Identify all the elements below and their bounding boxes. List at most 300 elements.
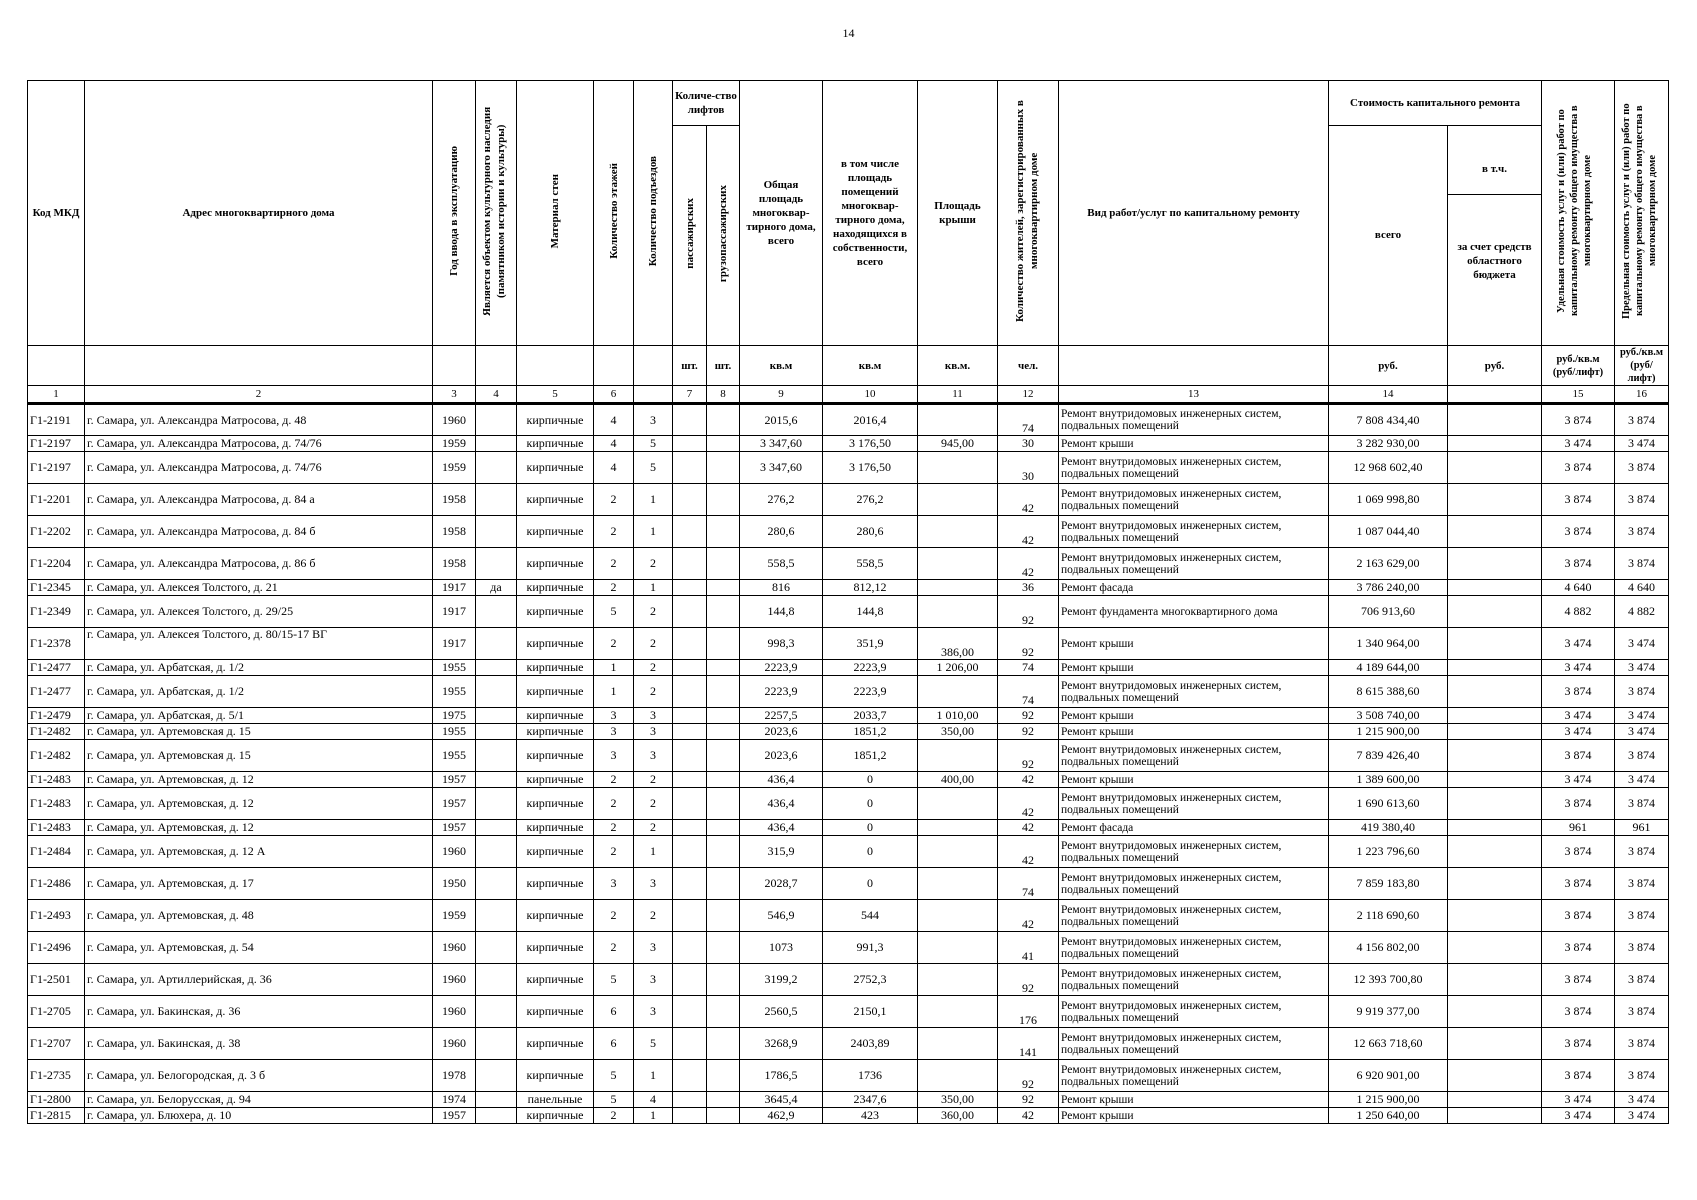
header-roof-area: Площадь крыши xyxy=(918,81,998,346)
cell-unit-cost: 3 874 xyxy=(1542,788,1615,820)
cell-cost-total: 12 968 602,40 xyxy=(1329,452,1448,484)
cell-work-type: Ремонт внутридомовых инженерных систем, подвальных помещений xyxy=(1059,996,1329,1028)
cell-total-area: 436,4 xyxy=(740,788,823,820)
cell-cost-total: 419 380,40 xyxy=(1329,820,1448,836)
cell-year: 1960 xyxy=(433,932,476,964)
cell-walls: кирпичные xyxy=(517,708,594,724)
cell-walls: кирпичные xyxy=(517,1108,594,1124)
table-row xyxy=(28,516,1669,548)
header-cost: Стоимость капитального ремонта xyxy=(1329,81,1542,126)
cell-total-area: 436,4 xyxy=(740,820,823,836)
cell-cost-regional xyxy=(1448,996,1542,1028)
cell-lifts-cargo xyxy=(707,676,740,708)
cell-heritage xyxy=(476,436,517,452)
cell-cost-total: 2 163 629,00 xyxy=(1329,548,1448,580)
cell-walls: кирпичные xyxy=(517,404,594,436)
table-row xyxy=(28,964,1669,996)
cell-address: г. Самара, ул. Артиллерийская, д. 36 xyxy=(85,964,433,996)
cell-max-cost: 3 874 xyxy=(1615,900,1669,932)
cell-entrances: 5 xyxy=(634,452,673,484)
cell-unit-cost: 3 874 xyxy=(1542,404,1615,436)
header-cost-regional: за счет средств областного бюджета xyxy=(1457,240,1532,281)
cell-heritage xyxy=(476,900,517,932)
cell-floors: 2 xyxy=(594,484,634,516)
cell-address: г. Самара, ул. Александра Матросова, д. 86 б xyxy=(85,548,433,580)
cell-total-area: 2023,6 xyxy=(740,724,823,740)
cell-roof-area: 945,00 xyxy=(918,436,998,452)
cell-floors: 2 xyxy=(594,580,634,596)
cell-entrances: 2 xyxy=(634,660,673,676)
cell-floors: 2 xyxy=(594,932,634,964)
cell-cost-regional xyxy=(1448,516,1542,548)
cell-walls: кирпичные xyxy=(517,628,594,660)
column-number xyxy=(634,386,673,404)
cell-year: 1978 xyxy=(433,1060,476,1092)
cell-cost-regional xyxy=(1448,596,1542,628)
cell-owned-area: 0 xyxy=(823,836,918,868)
cell-residents: 92 xyxy=(998,708,1059,724)
cell-cost-regional xyxy=(1448,740,1542,772)
table-row xyxy=(28,484,1669,516)
cell-roof-area xyxy=(918,596,998,628)
cell-lifts-passenger xyxy=(673,996,707,1028)
cell-owned-area: 991,3 xyxy=(823,932,918,964)
cell-heritage xyxy=(476,788,517,820)
cell-total-area: 2015,6 xyxy=(740,404,823,436)
cell-address: г. Самара, ул. Артемовская, д. 12 А xyxy=(85,836,433,868)
cell-lifts-cargo xyxy=(707,868,740,900)
cell-address: г. Самара, ул. Артемовская, д. 48 xyxy=(85,900,433,932)
cell-heritage: да xyxy=(476,580,517,596)
cell-work-type: Ремонт крыши xyxy=(1059,436,1329,452)
cell-max-cost: 3 874 xyxy=(1615,452,1669,484)
unit-people: чел. xyxy=(998,346,1059,386)
cell-lifts-cargo xyxy=(707,484,740,516)
cell-address: г. Самара, ул. Арбатская, д. 5/1 xyxy=(85,708,433,724)
cell-total-area: 3 347,60 xyxy=(740,436,823,452)
table-row xyxy=(28,1092,1669,1108)
cell-owned-area: 2150,1 xyxy=(823,996,918,1028)
header-cost-incl: в т.ч. xyxy=(1448,144,1541,195)
cell-lifts-cargo xyxy=(707,1108,740,1124)
cell-unit-cost: 4 640 xyxy=(1542,580,1615,596)
cell-entrances: 2 xyxy=(634,788,673,820)
cell-unit-cost: 3 474 xyxy=(1542,1092,1615,1108)
cell-code: Г1-2501 xyxy=(28,964,85,996)
cell-lifts-cargo xyxy=(707,772,740,788)
cell-entrances: 3 xyxy=(634,964,673,996)
cell-residents: 42 xyxy=(998,788,1059,820)
cell-heritage xyxy=(476,660,517,676)
table-row xyxy=(28,788,1669,820)
cell-roof-area xyxy=(918,900,998,932)
cell-total-area: 276,2 xyxy=(740,484,823,516)
cell-max-cost: 3 474 xyxy=(1615,628,1669,660)
cell-lifts-passenger xyxy=(673,788,707,820)
cell-lifts-cargo xyxy=(707,900,740,932)
cell-residents: 74 xyxy=(998,660,1059,676)
cell-address: г. Самара, ул. Белогородская, д. 3 б xyxy=(85,1060,433,1092)
cell-heritage xyxy=(476,1092,517,1108)
cell-heritage xyxy=(476,548,517,580)
cell-cost-regional xyxy=(1448,868,1542,900)
cell-owned-area: 1736 xyxy=(823,1060,918,1092)
cell-lifts-cargo xyxy=(707,1092,740,1108)
cell-unit-cost: 3 474 xyxy=(1542,1108,1615,1124)
cell-work-type: Ремонт внутридомовых инженерных систем, подвальных помещений xyxy=(1059,516,1329,548)
cell-owned-area: 0 xyxy=(823,772,918,788)
cell-work-type: Ремонт внутридомовых инженерных систем, подвальных помещений xyxy=(1059,868,1329,900)
column-number: 4 xyxy=(476,386,517,404)
cell-cost-total: 1 340 964,00 xyxy=(1329,628,1448,660)
cell-unit-cost: 3 474 xyxy=(1542,628,1615,660)
unit-per-sqm: руб./кв.м (руб/лифт) xyxy=(1615,346,1669,386)
cell-address: г. Самара, ул. Александра Матросова, д. 84 а xyxy=(85,484,433,516)
cell-entrances: 3 xyxy=(634,404,673,436)
cell-floors: 2 xyxy=(594,1108,634,1124)
cell-floors: 6 xyxy=(594,1028,634,1060)
cell-floors: 5 xyxy=(594,596,634,628)
cell-total-area: 558,5 xyxy=(740,548,823,580)
column-numbers-row xyxy=(28,386,1669,404)
page-number: 14 xyxy=(842,26,855,40)
cell-residents: 42 xyxy=(998,484,1059,516)
table-row xyxy=(28,1028,1669,1060)
cell-unit-cost: 3 874 xyxy=(1542,996,1615,1028)
column-number: 10 xyxy=(823,386,918,404)
cell-heritage xyxy=(476,404,517,436)
cell-code: Г1-2345 xyxy=(28,580,85,596)
cell-max-cost: 4 882 xyxy=(1615,596,1669,628)
cell-cost-regional xyxy=(1448,708,1542,724)
cell-max-cost: 3 874 xyxy=(1615,516,1669,548)
cell-total-area: 2223,9 xyxy=(740,676,823,708)
cell-cost-total: 4 189 644,00 xyxy=(1329,660,1448,676)
cell-walls: панельные xyxy=(517,1092,594,1108)
cell-work-type: Ремонт внутридомовых инженерных систем, подвальных помещений xyxy=(1059,452,1329,484)
table-row xyxy=(28,1108,1669,1124)
table-body xyxy=(28,404,1669,1124)
cell-work-type: Ремонт внутридомовых инженерных систем, подвальных помещений xyxy=(1059,740,1329,772)
cell-walls: кирпичные xyxy=(517,996,594,1028)
cell-residents: 41 xyxy=(998,932,1059,964)
cell-cost-total: 12 393 700,80 xyxy=(1329,964,1448,996)
cell-roof-area xyxy=(918,548,998,580)
cell-address: г. Самара, ул. Артемовская, д. 54 xyxy=(85,932,433,964)
cell-year: 1958 xyxy=(433,548,476,580)
cell-roof-area xyxy=(918,932,998,964)
cell-lifts-passenger xyxy=(673,628,707,660)
table-row xyxy=(28,452,1669,484)
table-row xyxy=(28,836,1669,868)
cell-total-area: 546,9 xyxy=(740,900,823,932)
header-lifts-cargo: грузопассажирских xyxy=(707,125,740,345)
cell-floors: 2 xyxy=(594,820,634,836)
column-number: 3 xyxy=(433,386,476,404)
header-total-area: Общая площадь многоквар-тирного дома, всего xyxy=(740,81,823,346)
cell-total-area: 2560,5 xyxy=(740,996,823,1028)
cell-entrances: 3 xyxy=(634,996,673,1028)
table-row xyxy=(28,1060,1669,1092)
cell-cost-regional xyxy=(1448,484,1542,516)
cell-lifts-cargo xyxy=(707,516,740,548)
cell-residents: 141 xyxy=(998,1028,1059,1060)
unit-area: кв.м xyxy=(823,346,918,386)
cell-floors: 3 xyxy=(594,724,634,740)
cell-lifts-passenger xyxy=(673,580,707,596)
cell-cost-regional xyxy=(1448,772,1542,788)
column-number: 11 xyxy=(918,386,998,404)
cell-work-type: Ремонт внутридомовых инженерных систем, подвальных помещений xyxy=(1059,676,1329,708)
cell-lifts-cargo xyxy=(707,436,740,452)
cell-total-area: 2223,9 xyxy=(740,660,823,676)
cell-lifts-passenger xyxy=(673,436,707,452)
table-row xyxy=(28,996,1669,1028)
cell-cost-regional xyxy=(1448,1060,1542,1092)
cell-work-type: Ремонт внутридомовых инженерных систем, подвальных помещений xyxy=(1059,484,1329,516)
cell-address: г. Самара, ул. Александра Матросова, д. 84 б xyxy=(85,516,433,548)
cell-cost-regional xyxy=(1448,1108,1542,1124)
cell-walls: кирпичные xyxy=(517,1060,594,1092)
cell-entrances: 5 xyxy=(634,1028,673,1060)
cell-lifts-passenger xyxy=(673,820,707,836)
cell-floors: 2 xyxy=(594,548,634,580)
unit-pcs: шт. xyxy=(673,346,707,386)
cell-address: г. Самара, ул. Арбатская, д. 1/2 xyxy=(85,660,433,676)
cell-max-cost: 3 874 xyxy=(1615,1060,1669,1092)
header-floors: Количество этажей xyxy=(594,81,634,346)
cell-walls: кирпичные xyxy=(517,676,594,708)
column-number: 15 xyxy=(1542,386,1615,404)
cell-cost-regional xyxy=(1448,404,1542,436)
cell-address: г. Самара, ул. Артемовская д. 15 xyxy=(85,740,433,772)
cell-owned-area: 544 xyxy=(823,900,918,932)
cell-address: г. Самара, ул. Алексея Толстого, д. 21 xyxy=(85,580,433,596)
cell-entrances: 2 xyxy=(634,820,673,836)
cell-address: г. Самара, ул. Александра Матросова, д. 48 xyxy=(85,404,433,436)
column-number: 5 xyxy=(517,386,594,404)
cell-lifts-cargo xyxy=(707,452,740,484)
cell-year: 1950 xyxy=(433,868,476,900)
cell-floors: 1 xyxy=(594,676,634,708)
cell-walls: кирпичные xyxy=(517,452,594,484)
cell-code: Г1-2477 xyxy=(28,660,85,676)
header-cost-incl-cell xyxy=(1448,125,1542,345)
cell-lifts-cargo xyxy=(707,788,740,820)
table-row xyxy=(28,548,1669,580)
cell-heritage xyxy=(476,836,517,868)
cell-max-cost: 3 474 xyxy=(1615,708,1669,724)
cell-floors: 2 xyxy=(594,788,634,820)
cell-unit-cost: 3 874 xyxy=(1542,964,1615,996)
cell-floors: 2 xyxy=(594,516,634,548)
cell-year: 1957 xyxy=(433,772,476,788)
cell-residents: 42 xyxy=(998,836,1059,868)
cell-max-cost: 3 874 xyxy=(1615,1028,1669,1060)
cell-lifts-passenger xyxy=(673,548,707,580)
header-code: Код МКД xyxy=(28,81,85,346)
unit-per-sqm: руб./кв.м (руб/лифт) xyxy=(1542,346,1615,386)
cell-walls: кирпичные xyxy=(517,788,594,820)
cell-lifts-passenger xyxy=(673,676,707,708)
cell-cost-regional xyxy=(1448,548,1542,580)
cell-roof-area xyxy=(918,516,998,548)
cell-lifts-cargo xyxy=(707,660,740,676)
cell-roof-area: 350,00 xyxy=(918,1092,998,1108)
cell-heritage xyxy=(476,1028,517,1060)
cell-work-type: Ремонт внутридомовых инженерных систем, подвальных помещений xyxy=(1059,1028,1329,1060)
cell-floors: 5 xyxy=(594,964,634,996)
cell-max-cost: 3 874 xyxy=(1615,868,1669,900)
cell-entrances: 3 xyxy=(634,868,673,900)
cell-work-type: Ремонт крыши xyxy=(1059,1092,1329,1108)
cell-roof-area: 1 010,00 xyxy=(918,708,998,724)
cell-heritage xyxy=(476,628,517,660)
cell-walls: кирпичные xyxy=(517,436,594,452)
cell-roof-area: 386,00 xyxy=(918,628,998,660)
cell-work-type: Ремонт внутридомовых инженерных систем, подвальных помещений xyxy=(1059,404,1329,436)
cell-work-type: Ремонт крыши xyxy=(1059,708,1329,724)
cell-walls: кирпичные xyxy=(517,820,594,836)
cell-code: Г1-2378 xyxy=(28,628,85,660)
cell-owned-area: 1851,2 xyxy=(823,740,918,772)
cell-owned-area: 2403,89 xyxy=(823,1028,918,1060)
cell-code: Г1-2482 xyxy=(28,724,85,740)
cell-entrances: 1 xyxy=(634,1108,673,1124)
cell-residents: 92 xyxy=(998,724,1059,740)
cell-heritage xyxy=(476,724,517,740)
cell-year: 1957 xyxy=(433,1108,476,1124)
cell-heritage xyxy=(476,932,517,964)
cell-entrances: 2 xyxy=(634,900,673,932)
cell-owned-area: 2347,6 xyxy=(823,1092,918,1108)
cell-roof-area xyxy=(918,868,998,900)
cell-owned-area: 2016,4 xyxy=(823,404,918,436)
cell-walls: кирпичные xyxy=(517,900,594,932)
cell-lifts-cargo xyxy=(707,404,740,436)
header-entrances: Количество подъездов xyxy=(634,81,673,346)
cell-roof-area xyxy=(918,836,998,868)
cell-residents: 74 xyxy=(998,868,1059,900)
cell-max-cost: 3 874 xyxy=(1615,788,1669,820)
cell-year: 1960 xyxy=(433,836,476,868)
cell-year: 1955 xyxy=(433,660,476,676)
cell-cost-total: 1 223 796,60 xyxy=(1329,836,1448,868)
cell-roof-area xyxy=(918,676,998,708)
cell-cost-total: 3 282 930,00 xyxy=(1329,436,1448,452)
header-units-row xyxy=(28,346,1669,386)
cell-lifts-passenger xyxy=(673,724,707,740)
cell-lifts-passenger xyxy=(673,1028,707,1060)
cell-cost-regional xyxy=(1448,676,1542,708)
cell-cost-total: 1 389 600,00 xyxy=(1329,772,1448,788)
table-row xyxy=(28,932,1669,964)
cell-total-area: 3645,4 xyxy=(740,1092,823,1108)
cell-roof-area xyxy=(918,404,998,436)
cell-cost-total: 9 919 377,00 xyxy=(1329,996,1448,1028)
cell-work-type: Ремонт фундамента многоквартирного дома xyxy=(1059,596,1329,628)
cell-heritage xyxy=(476,964,517,996)
cell-year: 1955 xyxy=(433,740,476,772)
header-lifts: Количе-ство лифтов xyxy=(673,81,740,126)
cell-address: г. Самара, ул. Александра Матросова, д. 74/76 xyxy=(85,436,433,452)
cell-cost-total: 6 920 901,00 xyxy=(1329,1060,1448,1092)
column-number: 12 xyxy=(998,386,1059,404)
cell-heritage xyxy=(476,452,517,484)
cell-residents: 42 xyxy=(998,548,1059,580)
cell-owned-area: 144,8 xyxy=(823,596,918,628)
cell-work-type: Ремонт внутридомовых инженерных систем, подвальных помещений xyxy=(1059,548,1329,580)
cell-owned-area: 2033,7 xyxy=(823,708,918,724)
cell-unit-cost: 3 474 xyxy=(1542,660,1615,676)
cell-max-cost: 3 474 xyxy=(1615,660,1669,676)
cell-year: 1958 xyxy=(433,516,476,548)
cell-residents: 42 xyxy=(998,820,1059,836)
cell-roof-area xyxy=(918,740,998,772)
unit-rub: руб. xyxy=(1448,346,1542,386)
column-number: 14 xyxy=(1329,386,1448,404)
cell-total-area: 436,4 xyxy=(740,772,823,788)
cell-lifts-passenger xyxy=(673,516,707,548)
cell-unit-cost: 3 874 xyxy=(1542,932,1615,964)
cell-code: Г1-2201 xyxy=(28,484,85,516)
cell-unit-cost: 3 474 xyxy=(1542,772,1615,788)
cell-year: 1974 xyxy=(433,1092,476,1108)
cell-max-cost: 3 874 xyxy=(1615,484,1669,516)
cell-code: Г1-2204 xyxy=(28,548,85,580)
cell-cost-regional xyxy=(1448,964,1542,996)
cell-roof-area xyxy=(918,964,998,996)
cell-walls: кирпичные xyxy=(517,740,594,772)
cell-code: Г1-2483 xyxy=(28,788,85,820)
cell-work-type: Ремонт внутридомовых инженерных систем, подвальных помещений xyxy=(1059,836,1329,868)
cell-roof-area: 350,00 xyxy=(918,724,998,740)
cell-floors: 3 xyxy=(594,868,634,900)
unit-pcs: шт. xyxy=(707,346,740,386)
cell-owned-area: 423 xyxy=(823,1108,918,1124)
cell-floors: 2 xyxy=(594,772,634,788)
cell-lifts-cargo xyxy=(707,596,740,628)
cell-max-cost: 3 474 xyxy=(1615,1092,1669,1108)
cell-address: г. Самара, ул. Белорусская, д. 94 xyxy=(85,1092,433,1108)
column-number: 9 xyxy=(740,386,823,404)
cell-max-cost: 3 874 xyxy=(1615,740,1669,772)
cell-heritage xyxy=(476,772,517,788)
cell-code: Г1-2815 xyxy=(28,1108,85,1124)
cell-lifts-passenger xyxy=(673,868,707,900)
cell-roof-area: 400,00 xyxy=(918,772,998,788)
cell-walls: кирпичные xyxy=(517,1028,594,1060)
cell-owned-area: 280,6 xyxy=(823,516,918,548)
cell-floors: 2 xyxy=(594,836,634,868)
cell-cost-total: 1 087 044,40 xyxy=(1329,516,1448,548)
cell-work-type: Ремонт крыши xyxy=(1059,660,1329,676)
cell-lifts-cargo xyxy=(707,964,740,996)
unit-area: кв.м xyxy=(740,346,823,386)
cell-entrances: 1 xyxy=(634,836,673,868)
cell-total-area: 2028,7 xyxy=(740,868,823,900)
cell-owned-area: 0 xyxy=(823,788,918,820)
cell-owned-area: 2223,9 xyxy=(823,660,918,676)
cell-total-area: 1073 xyxy=(740,932,823,964)
cell-code: Г1-2483 xyxy=(28,772,85,788)
cell-roof-area xyxy=(918,996,998,1028)
cell-unit-cost: 961 xyxy=(1542,820,1615,836)
cell-unit-cost: 3 474 xyxy=(1542,724,1615,740)
cell-cost-regional xyxy=(1448,724,1542,740)
cell-floors: 2 xyxy=(594,628,634,660)
cell-lifts-passenger xyxy=(673,900,707,932)
